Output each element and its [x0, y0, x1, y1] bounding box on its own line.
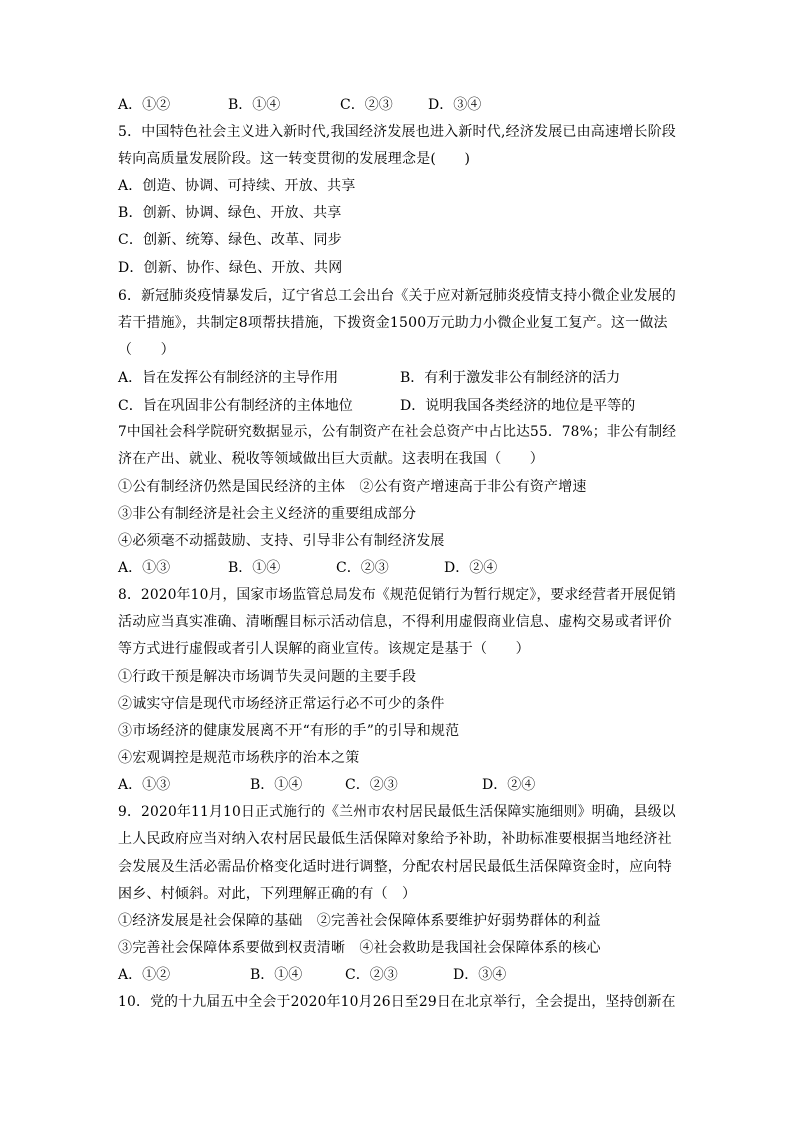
q10-stem-line: 10．党的十九届五中全会于2020年10月26日至29日在北京举行，全会提出，坚持创新在: [118, 994, 676, 1010]
q9-option-b[interactable]: B．①④: [250, 967, 303, 983]
q8-option-c[interactable]: C．②③: [345, 777, 398, 793]
q9-statement: ③完善社会保障体系要做到权责清晰 ④社会救助是我国社会保障体系的核心: [118, 940, 601, 956]
q7-statement: ①公有制经济仍然是国民经济的主体 ②公有资产增速高于非公有资产增速: [118, 479, 587, 495]
q9-option-d[interactable]: D．③④: [453, 967, 507, 983]
q9-stem-line: 困乡、村倾斜。对此，下列理解正确的有（ ）: [118, 886, 417, 902]
q8-statement: ①行政干预是解决市场调节失灵问题的主要手段: [118, 669, 417, 685]
q7-option-b[interactable]: B．①④: [228, 560, 281, 576]
q4-option-a[interactable]: A．①②: [118, 97, 171, 113]
q7-stem-line: 7中国社会科学院研究数据显示，公有制资产在社会总资产中占比达55．78%；非公有制经: [118, 424, 677, 440]
q9-stem-line: 9．2020年11月10日正式施行的《兰州市农村居民最低生活保障实施细则》明确，县级以: [118, 804, 676, 820]
q7-option-a[interactable]: A．①③: [118, 560, 171, 576]
q5-option-d[interactable]: D．创新、协作、绿色、开放、共网: [118, 260, 343, 276]
q8-option-a[interactable]: A．①③: [118, 777, 171, 793]
q6-option-d[interactable]: D．说明我国各类经济的地位是平等的: [400, 398, 636, 414]
q8-statement: ③市场经济的健康发展离不开“有形的手”的引导和规范: [118, 723, 460, 739]
q8-statement: ④宏观调控是规范市场秩序的治本之策: [118, 750, 360, 766]
q8-stem-line: 8．2020年10月，国家市场监管总局发布《规范促销行为暂行规定》，要求经营者开展促销: [118, 587, 676, 603]
q4-option-d[interactable]: D．③④: [428, 97, 482, 113]
q7-stem-line: 济在产出、就业、税收等领域做出巨大贡献。这表明在我国（ ）: [118, 451, 544, 467]
q8-option-d[interactable]: D．②④: [482, 777, 536, 793]
q9-stem-line: 会发展及生活必需品价格变化适时进行调整，分配农村居民最低生活保障资金时，应向特: [118, 859, 672, 875]
q7-option-d[interactable]: D．②④: [444, 560, 498, 576]
q5-stem-line: 5．中国特色社会主义进入新时代,我国经济发展也进入新时代,经济发展已由高速增长阶段: [118, 124, 677, 140]
q7-option-c[interactable]: C．②③: [336, 560, 389, 576]
q6-option-a[interactable]: A．旨在发挥公有制经济的主导作用: [118, 370, 339, 386]
q5-option-b[interactable]: B．创新、协调、绿色、开放、共享: [118, 205, 342, 221]
q6-stem-line: 6．新冠肺炎疫情暴发后，辽宁省总工会出台《关于应对新冠肺炎疫情支持小微企业发展的: [118, 288, 676, 304]
q8-stem-line: 等方式进行虚假或者引人误解的商业宣传。该规定是基于（ ）: [118, 641, 530, 657]
q7-statement: ④必须毫不动摇鼓励、支持、引导非公有制经济发展: [118, 533, 445, 549]
q9-option-a[interactable]: A．①②: [118, 967, 171, 983]
q6-option-b[interactable]: B．有利于激发非公有制经济的活力: [400, 370, 621, 386]
q7-statement: ③非公有制经济是社会主义经济的重要组成部分: [118, 506, 417, 522]
q8-option-b[interactable]: B．①④: [250, 777, 303, 793]
q6-stem-line: （ ）: [118, 342, 175, 358]
q9-stem-line: 上人民政府应当对纳入农村居民最低生活保障对象给予补助，补助标准要根据当地经济社: [118, 831, 672, 847]
q5-stem-line: 转向高质量发展阶段。这一转变贯彻的发展理念是( ): [118, 151, 471, 167]
q5-option-a[interactable]: A．创造、协调、可持续、开放、共享: [118, 178, 356, 194]
q6-option-c[interactable]: C．旨在巩固非公有制经济的主体地位: [118, 398, 353, 414]
q5-option-c[interactable]: C．创新、统筹、绿色、改革、同步: [118, 232, 342, 248]
q4-option-b[interactable]: B．①④: [228, 97, 281, 113]
q8-stem-line: 活动应当真实准确、清晰醒目标示活动信息，不得利用虚假商业信息、虚构交易或者评价: [118, 614, 672, 630]
q9-option-c[interactable]: C．②③: [345, 967, 398, 983]
q8-statement: ②诚实守信是现代市场经济正常运行必不可少的条件: [118, 696, 445, 712]
q4-option-c[interactable]: C．②③: [340, 97, 393, 113]
q9-statement: ①经济发展是社会保障的基础 ②完善社会保障体系要维护好弱势群体的利益: [118, 913, 601, 929]
q6-stem-line: 若干措施》，共制定8项帮扶措施，下拨资金1500万元助力小微企业复工复产。这一做法: [118, 315, 668, 331]
